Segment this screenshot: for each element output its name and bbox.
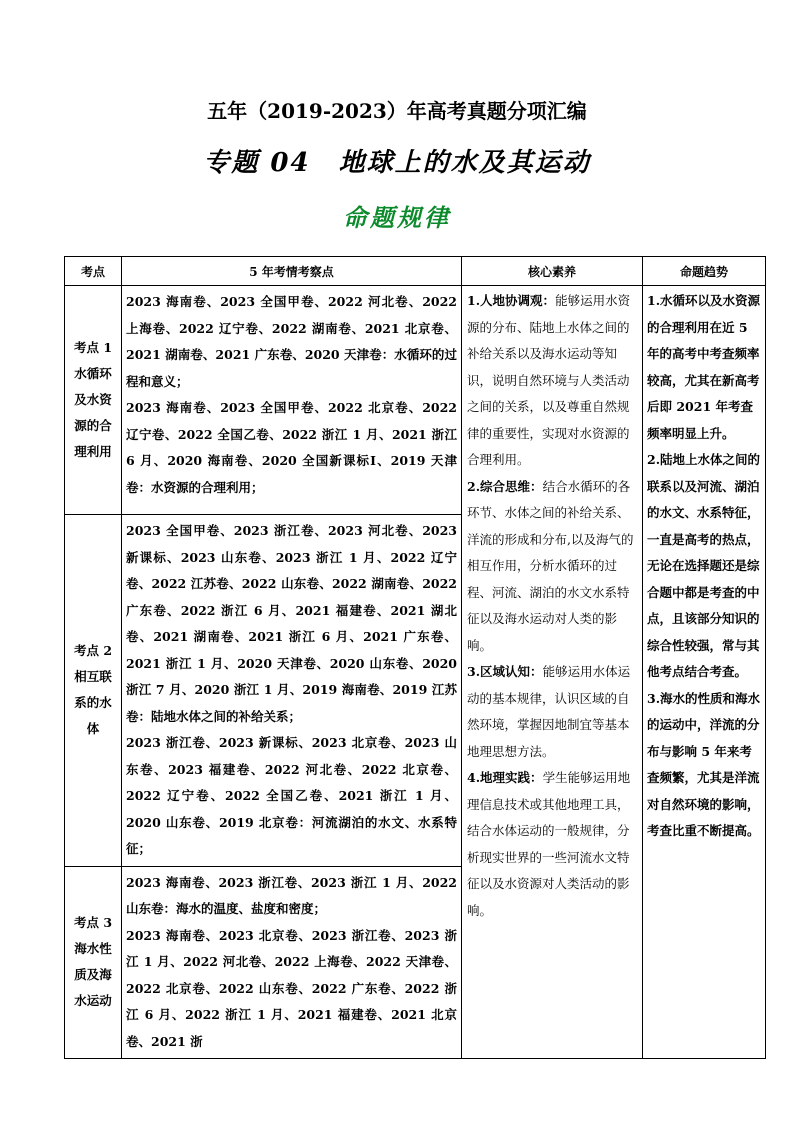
- kaoqing-paragraph: 2023 海南卷、2023 全国甲卷、2022 河北卷、2022 上海卷、2022 辽宁卷、2022 湖南卷、2021 北京卷、2021 湖南卷、2021 广东卷、2020 天津卷：水循环的过程和意义；: [126, 294, 457, 389]
- suyang-cell: [462, 286, 643, 1059]
- qushi-item: 3.海水的性质和海水的运动中，洋流的分布与影响 5 年来考查频繁，尤其是洋流对自然环境的影响，考查比重不断提高。: [647, 690, 761, 838]
- kaodian-cell: 考点 2 相互联系的水体: [65, 515, 122, 867]
- suyang-item-text: 能够运用水资源的分布、陆地上水体之间的补给关系以及海水运动等知识，说明自然环境与人类活动之间的关系，以及尊重自然规律的重要性，实现对水资源的合理利用。: [467, 293, 631, 467]
- header-suyang: 核心素养: [462, 257, 643, 286]
- suyang-item: [467, 765, 637, 924]
- suyang-item-text: 结合水循环的各环节、水体之间的补给关系、洋流的形成和分布,以及海气的相互作用，分析水循环的过程、河流、湖泊的水文水系特征以及海水运动对人类的影响。: [467, 478, 634, 653]
- topic-title: 专题 04 地球上的水及其运动: [203, 148, 591, 178]
- kaoqing-paragraph: 2023 浙江卷、2023 新课标、2023 北京卷、2023 山东卷、2023 福建卷、2022 河北卷、2022 北京卷、2022 辽宁卷、2022 全国乙卷、2021 浙江 1 月、2020 山东卷、2019 北京卷：河流湖泊的水文、水系特征；: [126, 735, 457, 856]
- kaoqing-cell: [122, 286, 462, 515]
- kaoqing-paragraph: 2023 海南卷、2023 浙江卷、2023 浙江 1 月、2022 山东卷：海水的温度、盐度和密度；: [126, 874, 457, 916]
- suyang-item-text: 能够运用水体运动的基本规律，认识区域的自然环境，掌握因地制宜等基本地理思想方法。: [467, 664, 631, 759]
- qushi-item: 2.陆地上水体之间的联系以及河流、湖泊的水文、水系特征，一直是高考的热点，无论在选择题还是综合题中都是考查的中点，且该部分知识的综合性较强，常与其他考点结合考查。: [647, 452, 761, 679]
- suyang-item-text: 学生能够运用地理信息技术或其他地理工具，结合水体运动的一般规律，分析现实世界的一些河流水文特征以及水资源对人类活动的影响。: [467, 770, 631, 918]
- suyang-item-head: 4.地理实践：: [467, 770, 543, 785]
- suyang-item-head: 3.区域认知：: [467, 664, 543, 679]
- table-header-row: [65, 257, 766, 286]
- document-title: 五年（2019-2023）年高考真题分项汇编: [207, 99, 587, 123]
- kaoqing-paragraph: 2023 全国甲卷、2023 浙江卷、2023 河北卷、2023 新课标、2023 山东卷、2023 浙江 1 月、2022 辽宁卷、2022 江苏卷、2022 山东卷、2022 湖南卷、2022 广东卷、2022 浙江 6 月、2021 福建卷、2021 湖北卷、2021 湖南卷、2021 浙江 6 月、2021 广东卷、2021 浙江 1 月、2020 天津卷、2020 山东卷、2020 浙江 7 月、2020 浙江 1 月、2019 海南卷、2019 江苏卷：陆地水体之间的补给关系；: [126, 523, 457, 724]
- kaoqing-cell: [122, 866, 462, 1059]
- section-title: 命题规律: [343, 203, 451, 232]
- qushi-cell: [643, 286, 766, 1059]
- kaoqing-paragraph: 2023 海南卷、2023 北京卷、2023 浙江卷、2023 浙江 1 月、2022 河北卷、2022 上海卷、2022 天津卷、2022 北京卷、2022 山东卷、2022 广东卷、2022 浙江 6 月、2022 浙江 1 月、2021 福建卷、2021 北京卷、2021 浙: [126, 927, 457, 1049]
- suyang-item-head: 1.人地协调观：: [467, 293, 556, 308]
- table-row: [65, 286, 766, 515]
- suyang-item: [467, 659, 637, 765]
- kaoqing-cell: [122, 515, 462, 867]
- exam-analysis-table: [64, 256, 766, 1059]
- header-qushi: 命题趋势: [643, 257, 766, 286]
- header-kaodian: 考点: [65, 257, 122, 286]
- kaodian-cell: 考点 3 海水性质及海水运动: [65, 866, 122, 1059]
- suyang-item: [467, 288, 637, 474]
- header-kaoqing: 5 年考情考察点: [122, 257, 462, 286]
- kaodian-cell: 考点 1 水循环及水资源的合理利用: [65, 286, 122, 515]
- kaoqing-paragraph: 2023 海南卷、2023 全国甲卷、2022 北京卷、2022 辽宁卷、2022 全国乙卷、2022 浙江 1 月、2021 浙江 6 月、2020 海南卷、2020 全国新课标Ⅰ、2019 天津卷：水资源的合理利用；: [126, 400, 457, 495]
- qushi-item: 1.水循环以及水资源的合理利用在近 5 年的高考中考查频率较高，尤其在新高考后即 2021 年考查频率明显上升。: [647, 293, 761, 441]
- suyang-item: [467, 474, 637, 660]
- suyang-item-head: 2.综合思维：: [467, 478, 543, 494]
